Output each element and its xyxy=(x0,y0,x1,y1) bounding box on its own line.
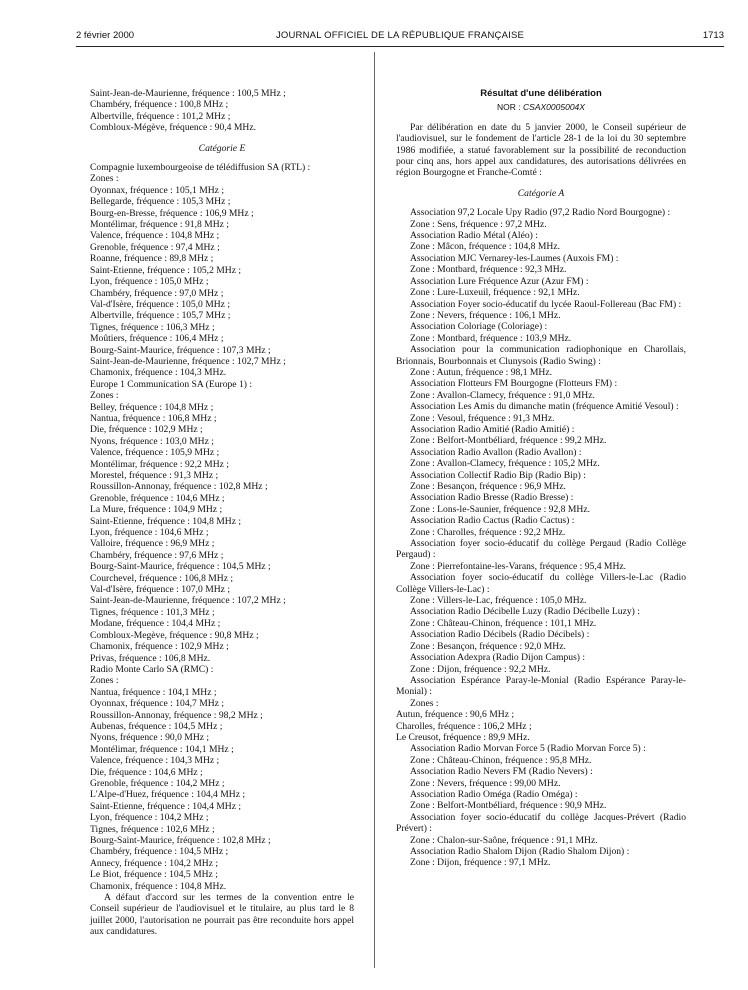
list-item: Association Coloriage (Coloriage) : xyxy=(410,321,548,333)
list-item: Lyon, fréquence : 104,6 MHz ; xyxy=(90,527,209,539)
list-item: Autun, fréquence : 90,6 MHz ; xyxy=(396,709,515,721)
list-item: Zone : Besançon, fréquence : 96,9 MHz. xyxy=(410,481,566,492)
list-item: Lyon, fréquence : 105,0 MHz ; xyxy=(90,276,209,288)
list-item: Chamonix, fréquence : 104,3 MHz. xyxy=(90,367,227,379)
association-list-2 xyxy=(396,743,686,868)
list-item: Association MJC Vernarey-les-Laumes (Auxois FM) : xyxy=(410,252,619,264)
list-item: Privas, fréquence : 106,8 MHz. xyxy=(90,652,211,664)
list-item: L'Alpe-d'Huez, fréquence : 104,4 MHz ; xyxy=(90,789,246,801)
list-item: Zone : Vesoul, fréquence : 91,3 MHz. xyxy=(410,412,555,424)
list-item: Association foyer socio-éducatif du collège Villers-le-Lac (Radio Collège Villers-le-Lac) : xyxy=(396,572,686,595)
list-item: Association Collectif Radio Bip (Radio Bip) : xyxy=(410,469,586,481)
list-item: Valence, fréquence : 104,8 MHz ; xyxy=(90,230,220,242)
list-item: Tignes, fréquence : 101,3 MHz ; xyxy=(90,606,215,618)
list-item: Association Radio Cactus (Radio Cactus) : xyxy=(410,515,575,527)
list-item: Valence, fréquence : 105,9 MHz ; xyxy=(90,447,220,459)
header-date: 2 février 2000 xyxy=(76,30,135,41)
list-item: Zone : Nevers, fréquence : 106,1 MHz. xyxy=(410,309,561,321)
list-item: Zone : Montbard, fréquence : 92,3 MHz. xyxy=(410,264,567,276)
list-item: Association foyer socio-éducatif du collège Pergaud (Radio Collège Pergaud) : xyxy=(396,538,686,561)
list-item: Montélimar, fréquence : 91,8 MHz ; xyxy=(90,219,229,231)
nor-label: NOR : xyxy=(497,102,524,113)
list-item: Saint-Jean-de-Maurienne, fréquence : 107,2 MHz ; xyxy=(90,595,286,607)
list-item: Combloux-Megève, fréquence : 90,8 MHz ; xyxy=(90,629,259,641)
list-item: Association Espérance Paray-le-Monial (Radio Espérance Paray-le-Monial) : xyxy=(396,674,686,698)
right-column xyxy=(396,88,686,869)
list-item: Saint-Etienne, fréquence : 104,4 MHz ; xyxy=(90,800,242,812)
category-e-heading: Catégorie E xyxy=(198,142,246,154)
rmc-zone-list xyxy=(90,687,354,892)
list-item: Tignes, fréquence : 102,6 MHz ; xyxy=(90,823,215,835)
list-item: Association Radio Métal (Aléo) : xyxy=(410,230,538,242)
europe1-zones-label: Zones : xyxy=(90,390,119,402)
list-item: Morestel, fréquence : 91,3 MHz ; xyxy=(90,470,219,481)
list-item: Chambéry, fréquence : 100,8 MHz ; xyxy=(90,99,229,111)
list-item: Zone : Sens, fréquence : 97,2 MHz. xyxy=(410,218,547,230)
europe1-zone-list xyxy=(90,402,354,664)
list-item: Lyon, fréquence : 104,2 MHz ; xyxy=(90,812,209,824)
list-item: Zone : Charolles, fréquence : 92,2 MHz. xyxy=(410,526,566,538)
list-item: Grenoble, fréquence : 104,2 MHz ; xyxy=(90,777,225,789)
list-item: Association foyer socio-éducatif du collège Jacques-Prévert (Radio Prévert) : xyxy=(396,811,686,835)
list-item: Valence, fréquence : 104,3 MHz ; xyxy=(90,755,220,767)
list-item: Le Creusot, fréquence : 89,9 MHz. xyxy=(396,731,530,743)
list-item: Association Foyer socio-éducatif du lycée Raoul-Follereau (Bac FM) : xyxy=(410,298,682,310)
list-item: Die, fréquence : 102,9 MHz ; xyxy=(90,424,203,436)
list-item: Die, fréquence : 104,6 MHz ; xyxy=(90,766,203,778)
list-item: Courchevel, fréquence : 106,8 MHz ; xyxy=(90,572,234,584)
list-item: Modane, fréquence : 104,4 MHz ; xyxy=(90,618,221,630)
list-item: Tignes, fréquence : 106,3 MHz ; xyxy=(90,321,215,333)
list-item: Val-d'Isère, fréquence : 107,0 MHz ; xyxy=(90,584,230,596)
list-item: Oyonnax, fréquence : 104,7 MHz ; xyxy=(90,698,225,710)
list-item: Bourg-en-Bresse, fréquence : 106,9 MHz ; xyxy=(90,207,254,219)
rmc-operator: Radio Monte Carlo SA (RMC) : xyxy=(90,663,214,675)
deliberation-intro: Par délibération en date du 5 janvier 2000, le Conseil supérieur de l'audiovisuel, sur le fondement de l'article 28-1 de la loi du 30 septembre 1986 modifiée, a statué favorablement sur la possibilité de reconduction pour cinq ans, hors appel aux candidatures, des autorisations délivrées en région Bourgogne et Franche-Comté : xyxy=(396,121,686,179)
list-item: Roanne, fréquence : 89,8 MHz ; xyxy=(90,253,214,265)
list-item: Bellegarde, fréquence : 105,3 MHz ; xyxy=(90,196,231,208)
list-item: Saint-Jean-de-Maurienne, fréquence : 102,7 MHz ; xyxy=(90,355,286,367)
list-item: Association Radio Bresse (Radio Bresse) : xyxy=(410,492,574,504)
rtl-zones-label: Zones : xyxy=(90,173,119,185)
deliberation-heading: Résultat d'une délibération xyxy=(480,88,602,99)
rtl-operator: Compagnie luxembourgeoise de télédiffusion SA (RTL) : xyxy=(90,162,311,174)
list-item: Montélimar, fréquence : 92,2 MHz ; xyxy=(90,458,229,470)
list-item: Saint-Etienne, fréquence : 105,2 MHz ; xyxy=(90,264,242,276)
list-item: Saint-Jean-de-Maurienne, fréquence : 100,5 MHz ; xyxy=(90,88,286,99)
list-item: La Mure, fréquence : 104,9 MHz ; xyxy=(90,504,223,516)
list-item: Annecy, fréquence : 104,2 MHz ; xyxy=(90,857,219,869)
association-list xyxy=(396,207,686,697)
header-page-number: 1713 xyxy=(702,30,724,41)
list-item: Association Radio Décibels (Radio Décibels) : xyxy=(410,629,590,641)
intro-list xyxy=(90,88,354,134)
list-item: Roussillon-Annonay, fréquence : 102,8 MHz ; xyxy=(90,481,268,493)
list-item: Grenoble, fréquence : 104,6 MHz ; xyxy=(90,492,225,504)
list-item: Zone : Nevers, fréquence : 99,00 MHz. xyxy=(410,777,561,789)
header-rule xyxy=(76,46,724,47)
category-a-heading: Catégorie A xyxy=(517,187,565,199)
list-item: Zone : Pierrefontaine-les-Varans, fréquence : 95,4 MHz. xyxy=(410,560,627,572)
list-item: Zone : Belfort-Montbéliard, fréquence : 90,9 MHz. xyxy=(410,800,607,812)
list-item: Nyons, fréquence : 103,0 MHz ; xyxy=(90,435,214,447)
list-item: Zone : Mâcon, fréquence : 104,8 MHz. xyxy=(410,241,560,253)
rtl-zone-list xyxy=(90,185,354,379)
list-item: Bourg-Saint-Maurice, fréquence : 104,5 MHz ; xyxy=(90,561,271,573)
running-header xyxy=(76,30,724,44)
list-item: Association Radio Décibelle Luzy (Radio Décibelle Luzy) : xyxy=(410,606,640,618)
list-item: Zone : Lure-Luxeuil, fréquence : 92,1 MHz. xyxy=(410,287,580,299)
zones-list xyxy=(396,709,686,743)
list-item: Association Adexpra (Radio Dijon Campus) : xyxy=(410,652,586,664)
list-item: Le Biot, fréquence : 104,5 MHz ; xyxy=(90,869,218,881)
list-item: Nantua, fréquence : 104,1 MHz ; xyxy=(90,686,217,698)
list-item: Association Flotteurs FM Bourgogne (Flotteurs FM) : xyxy=(410,378,618,390)
header-title: JOURNAL OFFICIEL DE LA RÉPUBLIQUE FRANÇAISE xyxy=(275,30,525,41)
list-item: Moûtiers, fréquence : 106,4 MHz ; xyxy=(90,333,224,345)
list-item: Belley, fréquence : 104,8 MHz ; xyxy=(90,401,214,413)
list-item: Chambéry, fréquence : 97,0 MHz ; xyxy=(90,287,224,299)
list-item: Zone : Besançon, fréquence : 92,0 MHz. xyxy=(410,640,566,652)
list-item: Association pour la communication radiophonique en Charollais, Brionnais, Bourbonnais et Clunysois (Radio Swing) : xyxy=(396,344,686,367)
list-item: Chamonix, fréquence : 102,9 MHz ; xyxy=(90,641,229,653)
closing-paragraph: A défaut d'accord sur les termes de la convention entre le Conseil supérieur de l'audiovisuel et le titulaire, au plus tard le 8 juillet 2000, l'autorisation ne pourrait pas être reconduite hors appel aux candidatures. xyxy=(90,892,354,938)
list-item: Zone : Lons-le-Saunier, fréquence : 92,8 MHz. xyxy=(410,503,590,515)
list-item: Zone : Avallon-Clamecy, fréquence : 91,0 MHz. xyxy=(410,389,595,401)
list-item: Zone : Dijon, fréquence : 92,2 MHz. xyxy=(410,663,551,675)
list-item: Association Radio Oméga (Radio Oméga) : xyxy=(410,788,578,800)
list-item: Nyons, fréquence : 90,0 MHz ; xyxy=(90,732,210,744)
list-item: Nantua, fréquence : 106,8 MHz ; xyxy=(90,412,217,424)
list-item: Oyonnax, fréquence : 105,1 MHz ; xyxy=(90,184,225,196)
list-item: Association 97,2 Locale Upy Radio (97,2 Radio Nord Bourgogne) : xyxy=(410,207,671,219)
left-column xyxy=(90,88,354,938)
list-item: Association Radio Nevers FM (Radio Nevers) : xyxy=(410,766,593,778)
list-item: Zone : Belfort-Montbéliard, fréquence : 99,2 MHz. xyxy=(410,435,607,447)
list-item: Grenoble, fréquence : 97,4 MHz ; xyxy=(90,241,220,253)
list-item: Montélimar, fréquence : 104,1 MHz ; xyxy=(90,743,234,755)
list-item: Association Radio Shalom Dijon (Radio Shalom Dijon) : xyxy=(410,846,630,857)
nor-code: CSAX0005004X xyxy=(523,102,585,113)
list-item: Association Les Amis du dimanche matin (fréquence Amitié Vesoul) : xyxy=(410,401,679,413)
list-item: Albertville, fréquence : 105,7 MHz ; xyxy=(90,310,231,322)
list-item: Aubenas, fréquence : 104,5 MHz ; xyxy=(90,720,223,732)
list-item: Bourg-Saint-Maurice, fréquence : 102,8 MHz ; xyxy=(90,835,271,846)
list-item: Association Radio Amitié (Radio Amitié) : xyxy=(410,423,575,435)
rmc-zones-label: Zones : xyxy=(90,675,119,687)
list-item: Zone : Montbard, fréquence : 103,9 MHz. xyxy=(410,332,572,344)
list-item: Zone : Autun, fréquence : 98,1 MHz. xyxy=(410,366,553,378)
list-item: Val-d'Isère, fréquence : 105,0 MHz ; xyxy=(90,298,230,310)
list-item: Zone : Avallon-Clamecy, fréquence : 105,2 MHz. xyxy=(410,458,600,470)
list-item: Roussillon-Annonay, fréquence : 98,2 MHz ; xyxy=(90,709,263,721)
list-item: Albertville, fréquence : 101,2 MHz ; xyxy=(90,110,231,122)
list-item: Association Radio Avallon (Radio Avallon) : xyxy=(410,446,582,458)
column-divider xyxy=(374,52,375,968)
list-item: Zone : Villers-le-Lac, fréquence : 105,0 MHz. xyxy=(410,595,587,607)
list-item: Saint-Etienne, fréquence : 104,8 MHz ; xyxy=(90,515,242,527)
list-item: Chambéry, fréquence : 104,5 MHz ; xyxy=(90,846,229,858)
list-item: Zone : Château-Chinon, fréquence : 95,8 MHz. xyxy=(410,754,592,766)
list-item: Association Lure Fréquence Azur (Azur FM) : xyxy=(410,275,589,287)
nor-reference xyxy=(396,102,686,113)
list-item: Chamonix, fréquence : 104,8 MHz. xyxy=(90,880,227,892)
zones-label: Zones : xyxy=(410,697,439,709)
list-item: Zone : Chalon-sur-Saône, fréquence : 91,1 MHz. xyxy=(410,834,598,846)
list-item: Bourg-Saint-Maurice, fréquence : 107,3 MHz ; xyxy=(90,344,271,356)
list-item: Charolles, fréquence : 106,2 MHz ; xyxy=(396,720,532,732)
list-item: Valloire, fréquence : 96,9 MHz ; xyxy=(90,538,215,550)
list-item: Chambéry, fréquence : 97,6 MHz ; xyxy=(90,549,224,561)
europe1-operator: Europe 1 Communication SA (Europe 1) : xyxy=(90,378,253,390)
list-item: Zone : Dijon, fréquence : 97,1 MHz. xyxy=(410,857,551,869)
list-item: Zone : Château-Chinon, fréquence : 101,1 MHz. xyxy=(410,617,597,629)
list-item: Combloux-Mégève, fréquence : 90,4 MHz. xyxy=(90,122,256,134)
list-item: Association Radio Morvan Force 5 (Radio Morvan Force 5) : xyxy=(410,743,646,755)
